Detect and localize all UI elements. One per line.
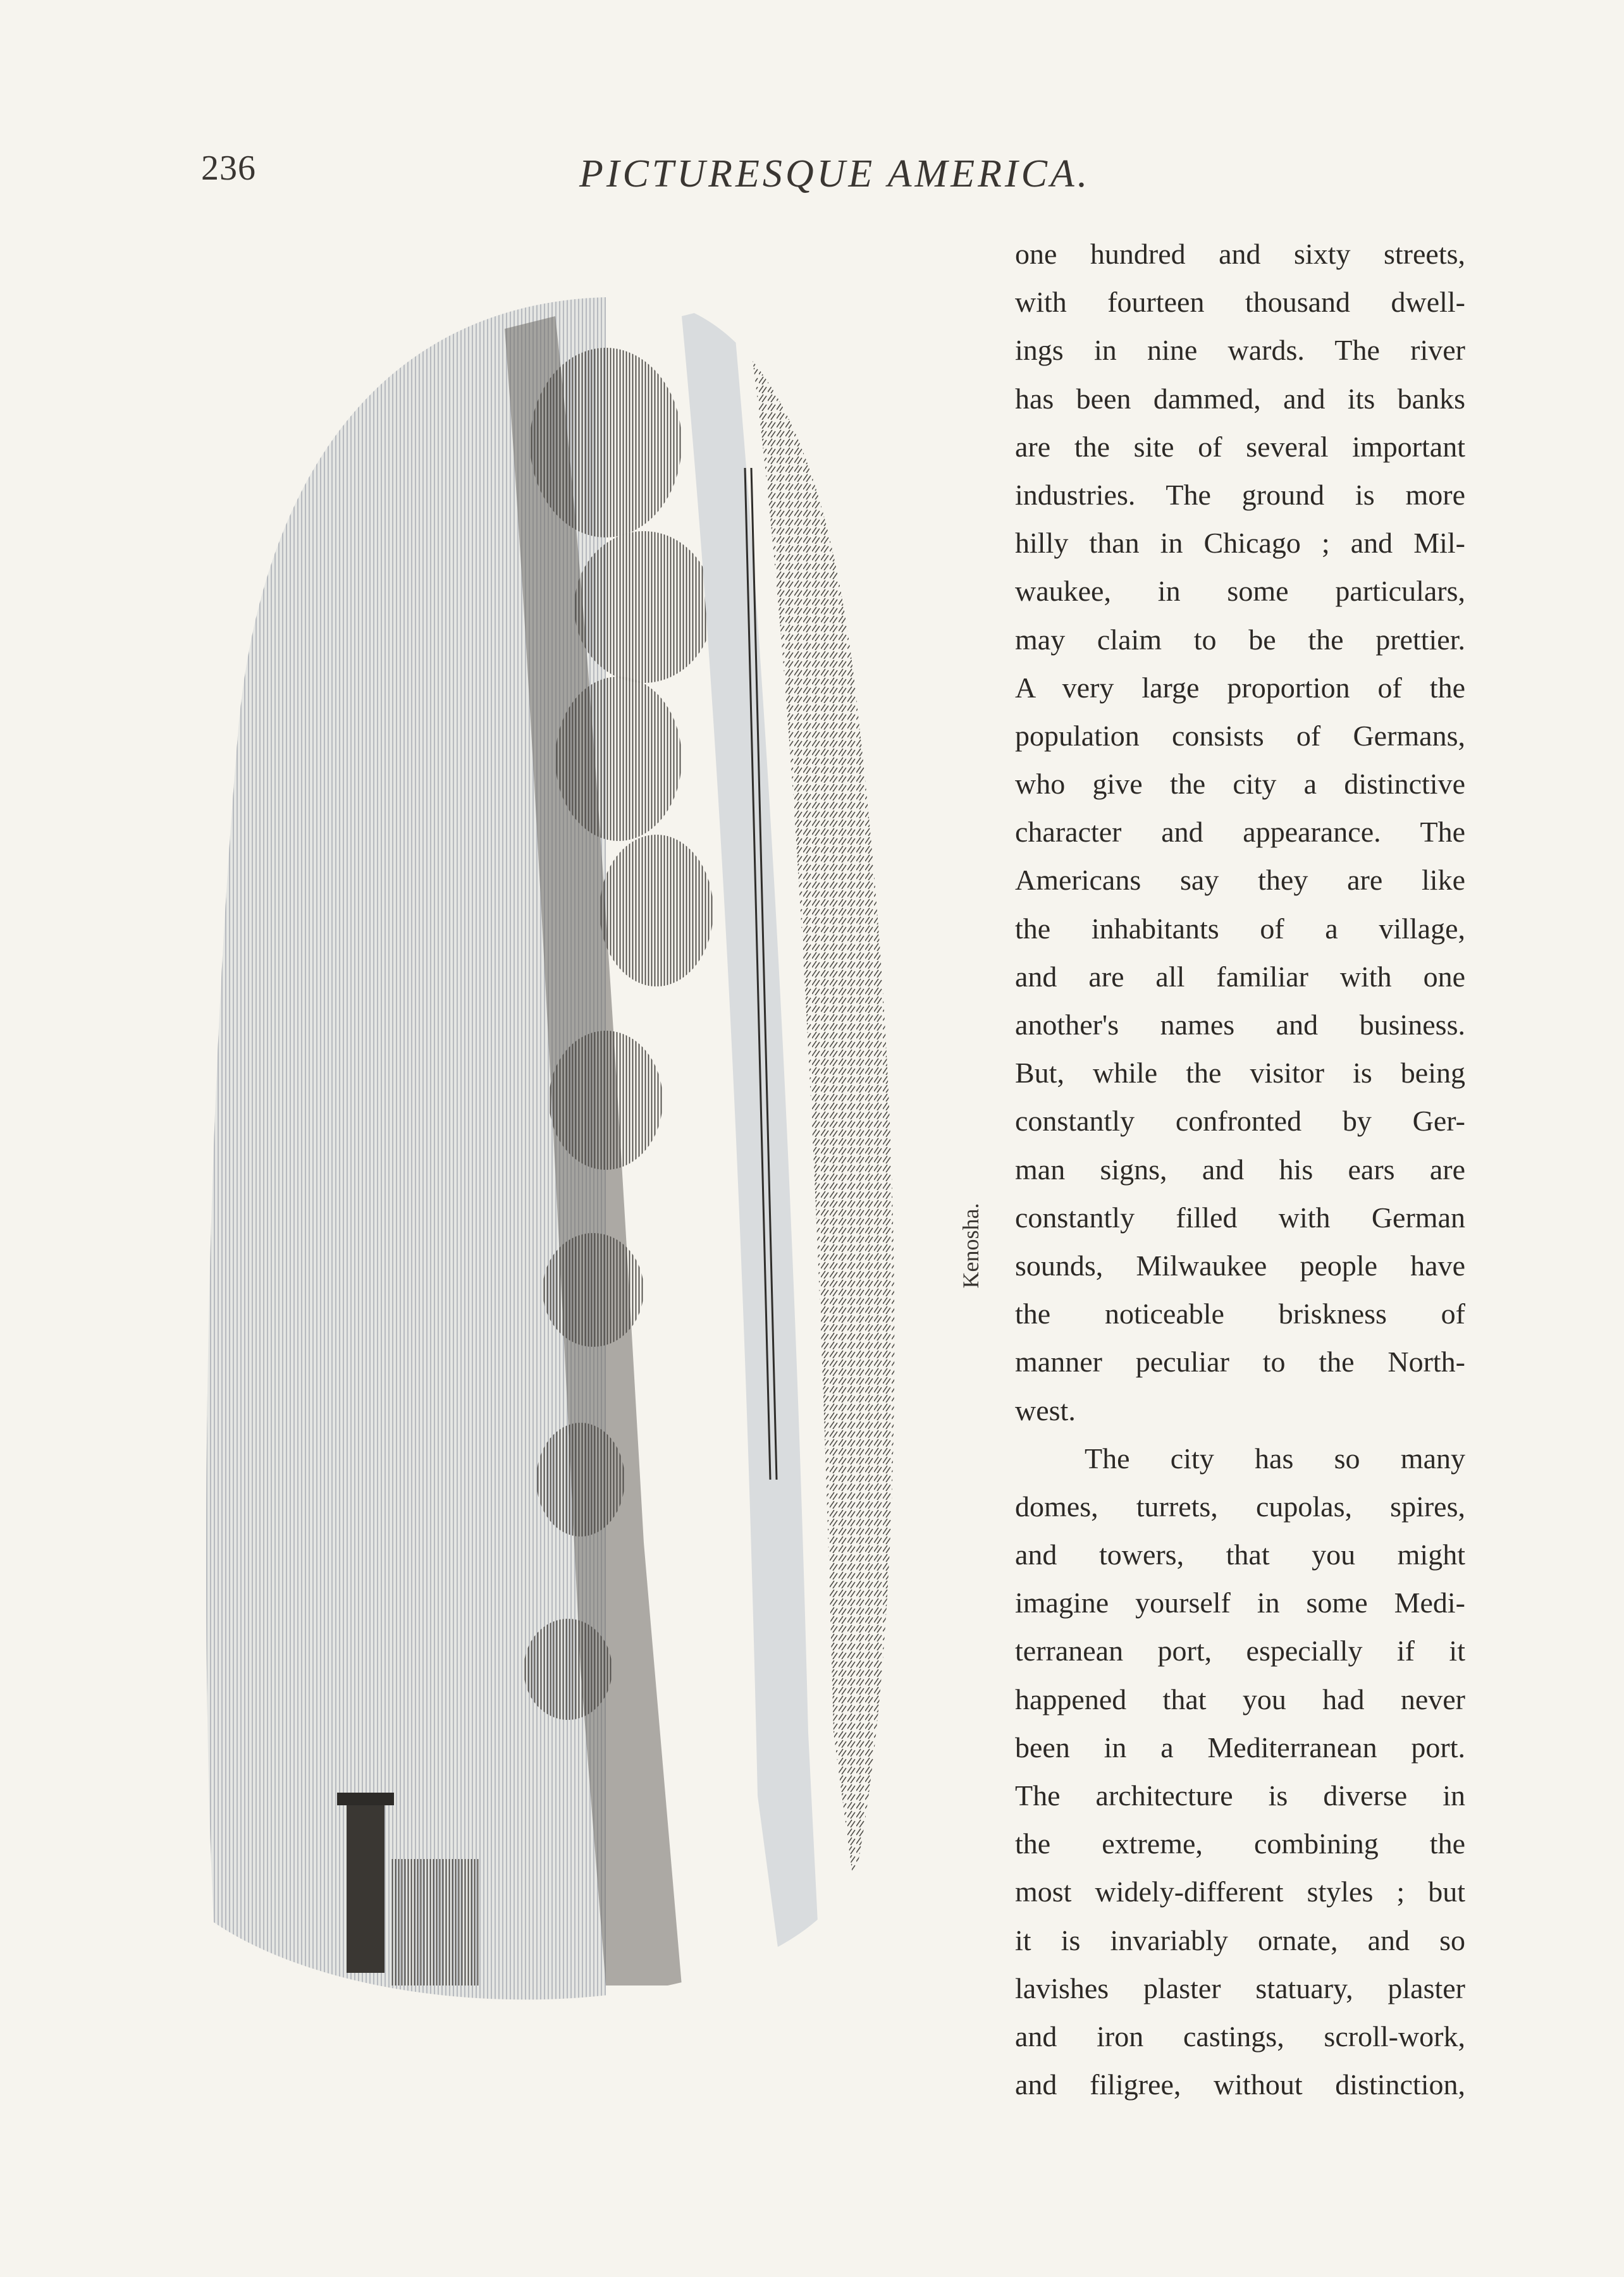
paragraph-2 bbox=[1015, 1435, 1465, 2109]
text-line: A very large proportion of the bbox=[1015, 671, 1465, 704]
text-line: the extreme, combining the bbox=[1015, 1827, 1465, 1860]
text-line: and iron castings, scroll-work, bbox=[1015, 2020, 1465, 2053]
text-line: been in a Mediterranean port. bbox=[1015, 1731, 1465, 1764]
text-line: most widely-different styles ; but bbox=[1015, 1875, 1465, 1908]
text-line: the noticeable briskness of bbox=[1015, 1298, 1465, 1330]
text-line: Americans say they are like bbox=[1015, 864, 1465, 897]
text-line: and filigree, without distinction, bbox=[1015, 2068, 1465, 2101]
engraving-artwork bbox=[201, 278, 960, 2055]
text-line: The architecture is diverse in bbox=[1015, 1779, 1465, 1812]
text-line: another's names and business. bbox=[1015, 1009, 1465, 1041]
text-line: waukee, in some particulars, bbox=[1015, 575, 1465, 608]
kenosha-engraving bbox=[201, 278, 960, 2055]
caption-text: Kenosha. bbox=[958, 1203, 983, 1289]
text-line: constantly filled with German bbox=[1015, 1201, 1465, 1234]
text-line: it is invariably ornate, and so bbox=[1015, 1924, 1465, 1956]
text-line: constantly confronted by Ger- bbox=[1015, 1105, 1465, 1138]
running-title: PICTURESQUE AMERICA. bbox=[579, 152, 1091, 195]
page-number: 236 bbox=[201, 149, 256, 188]
text-line: the inhabitants of a village, bbox=[1015, 912, 1465, 945]
paragraph-1 bbox=[1015, 230, 1465, 1435]
text-line: character and appearance. The bbox=[1015, 816, 1465, 849]
text-line: west. bbox=[1015, 1394, 1076, 1427]
text-line: may claim to be the prettier. bbox=[1015, 623, 1465, 656]
text-line: terranean port, especially if it bbox=[1015, 1635, 1465, 1667]
text-line: The city has so many bbox=[1085, 1442, 1465, 1475]
text-line: and towers, that you might bbox=[1015, 1538, 1465, 1571]
text-line: domes, turrets, cupolas, spires, bbox=[1015, 1490, 1465, 1523]
text-line: imagine yourself in some Medi- bbox=[1015, 1587, 1465, 1619]
text-line: sounds, Milwaukee people have bbox=[1015, 1249, 1465, 1282]
text-line: lavishes plaster statuary, plaster bbox=[1015, 1972, 1465, 2004]
text-line: has been dammed, and its banks bbox=[1015, 382, 1465, 415]
text-line: man signs, and his ears are bbox=[1015, 1153, 1465, 1186]
text-line: industries. The ground is more bbox=[1015, 478, 1465, 511]
illustration-caption bbox=[952, 1182, 990, 1309]
text-line: But, while the visitor is being bbox=[1015, 1057, 1465, 1089]
text-line: happened that you had never bbox=[1015, 1683, 1465, 1715]
text-line: hilly than in Chicago ; and Mil- bbox=[1015, 527, 1465, 560]
text-line: who give the city a distinctive bbox=[1015, 768, 1465, 801]
text-line: ings in nine wards. The river bbox=[1015, 334, 1465, 367]
text-line: and are all familiar with one bbox=[1015, 960, 1465, 993]
body-text-column bbox=[1015, 230, 1465, 2109]
text-line: are the site of several important bbox=[1015, 430, 1465, 463]
text-line: manner peculiar to the North- bbox=[1015, 1346, 1465, 1378]
text-line: with fourteen thousand dwell- bbox=[1015, 286, 1465, 319]
text-line: population consists of Germans, bbox=[1015, 719, 1465, 752]
text-line: one hundred and sixty streets, bbox=[1015, 238, 1465, 270]
